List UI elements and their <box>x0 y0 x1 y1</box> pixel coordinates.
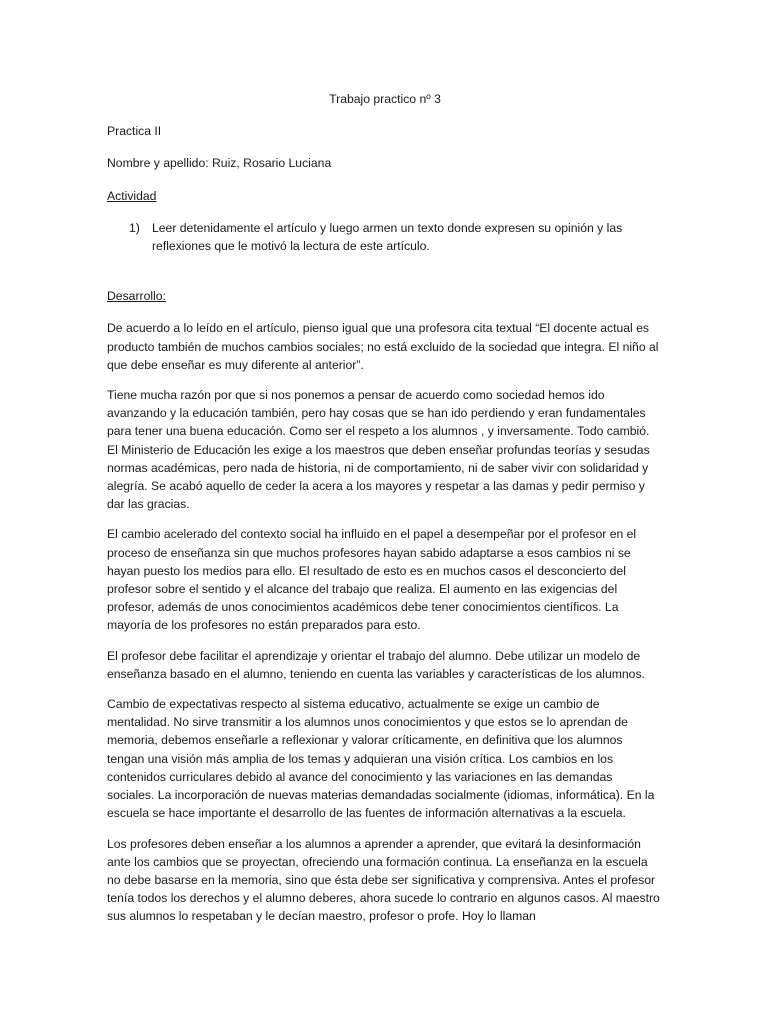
activity-item-text: Leer detenidamente el artículo y luego armen un texto donde expresen su opinión y las reflexiones que le motivó la lectura de este artículo. <box>152 220 623 254</box>
paragraph-1: De acuerdo a lo leído en el artículo, pienso igual que una profesora cita textual “El docente actual es producto también de muchos cambios sociales; no está excluido de la sociedad que integra. El niño al que debe enseñar es muy diferente al anterior”. <box>107 321 659 372</box>
paragraph-4: El profesor debe facilitar el aprendizaje y orientar el trabajo del alumno. Debe utilizar un modelo de enseñanza basado en el alumno, teniendo en cuenta las variables y características de los alumnos. <box>107 648 645 681</box>
document-page <box>107 90 663 938</box>
student-name-line: Nombre y apellido: Ruiz, Rosario Luciana <box>107 156 332 171</box>
subject-line: Practica II <box>107 124 162 139</box>
section-spacer <box>107 269 663 287</box>
paragraph-6: Los profesores deben enseñar a los alumnos a aprender a aprender, que evitará la desinformación ante los cambios que se proyectan, ofreciendo una formación continua. La enseñanza en la escuela no debe basarse en la memoria, sino que ésta debe ser significativa y comprensiva. Antes el profesor tenía todos los derechos y el alumno deberes, ahora sucede lo contrario en algunos casos. Al maestro sus alumnos lo respetaban y le decían maestro, profesor o profe. Hoy lo llaman <box>107 836 660 924</box>
paragraph-2: Tiene mucha razón por que si nos ponemos a pensar de acuerdo como sociedad hemos ido avanzando y la educación también, pero hay cosas que se han ido perdiendo y eran fundamentales para tener una buena educación. Como ser el respeto a los alumnos , y inversamente. Todo cambió. El Ministerio de Educación les exige a los maestros que deben enseñar profundas teorías y sesudas normas académicas, pero nada de historia, ni de comportamiento, ni de saber vivir con solidaridad y alegría. Se acabó aquello de ceder la acera a los mayores y respetar a las damas y pedir permiso y dar las gracias. <box>107 388 650 512</box>
paragraph-5: Cambio de expectativas respecto al sistema educativo, actualmente se exige un cambio de mentalidad. No sirve transmitir a los alumnos unos conocimientos y que estos se lo aprendan de memoria, debemos enseñarle a reflexionar y valorar críticamente, en definitiva que los alumnos tengan una visión más amplia de los temas y adquieran una visión crítica. Los cambios en los contenidos curriculares debido al avance del conocimiento y las variaciones en las demandas sociales. La incorporación de nuevas materias demandadas socialmente (idiomas, informática). En la escuela se hace importante el desarrollo de las fuentes de información alternativas a la escuela. <box>107 697 655 821</box>
activity-item-number: 1) <box>129 220 140 235</box>
paragraph-3: El cambio acelerado del contexto social ha influido en el papel a desempeñar por el profesor en el proceso de enseñanza sin que muchos profesores hayan sabido adaptarse a esos cambios ni se hayan puesto los medios para ello. El resultado de esto es en muchos casos el desconcierto del profesor sobre el sentido y el alcance del trabajo que realiza. El aumento en las exigencias del profesor, además de unos conocimientos académicos debe tener conocimientos científicos. La mayoría de los profesores no están preparados para esto. <box>107 527 637 633</box>
document-title: Trabajo practico nº 3 <box>329 92 441 106</box>
activity-heading: Actividad <box>107 188 157 203</box>
activity-item <box>107 219 663 255</box>
development-heading: Desarrollo: <box>107 289 166 304</box>
